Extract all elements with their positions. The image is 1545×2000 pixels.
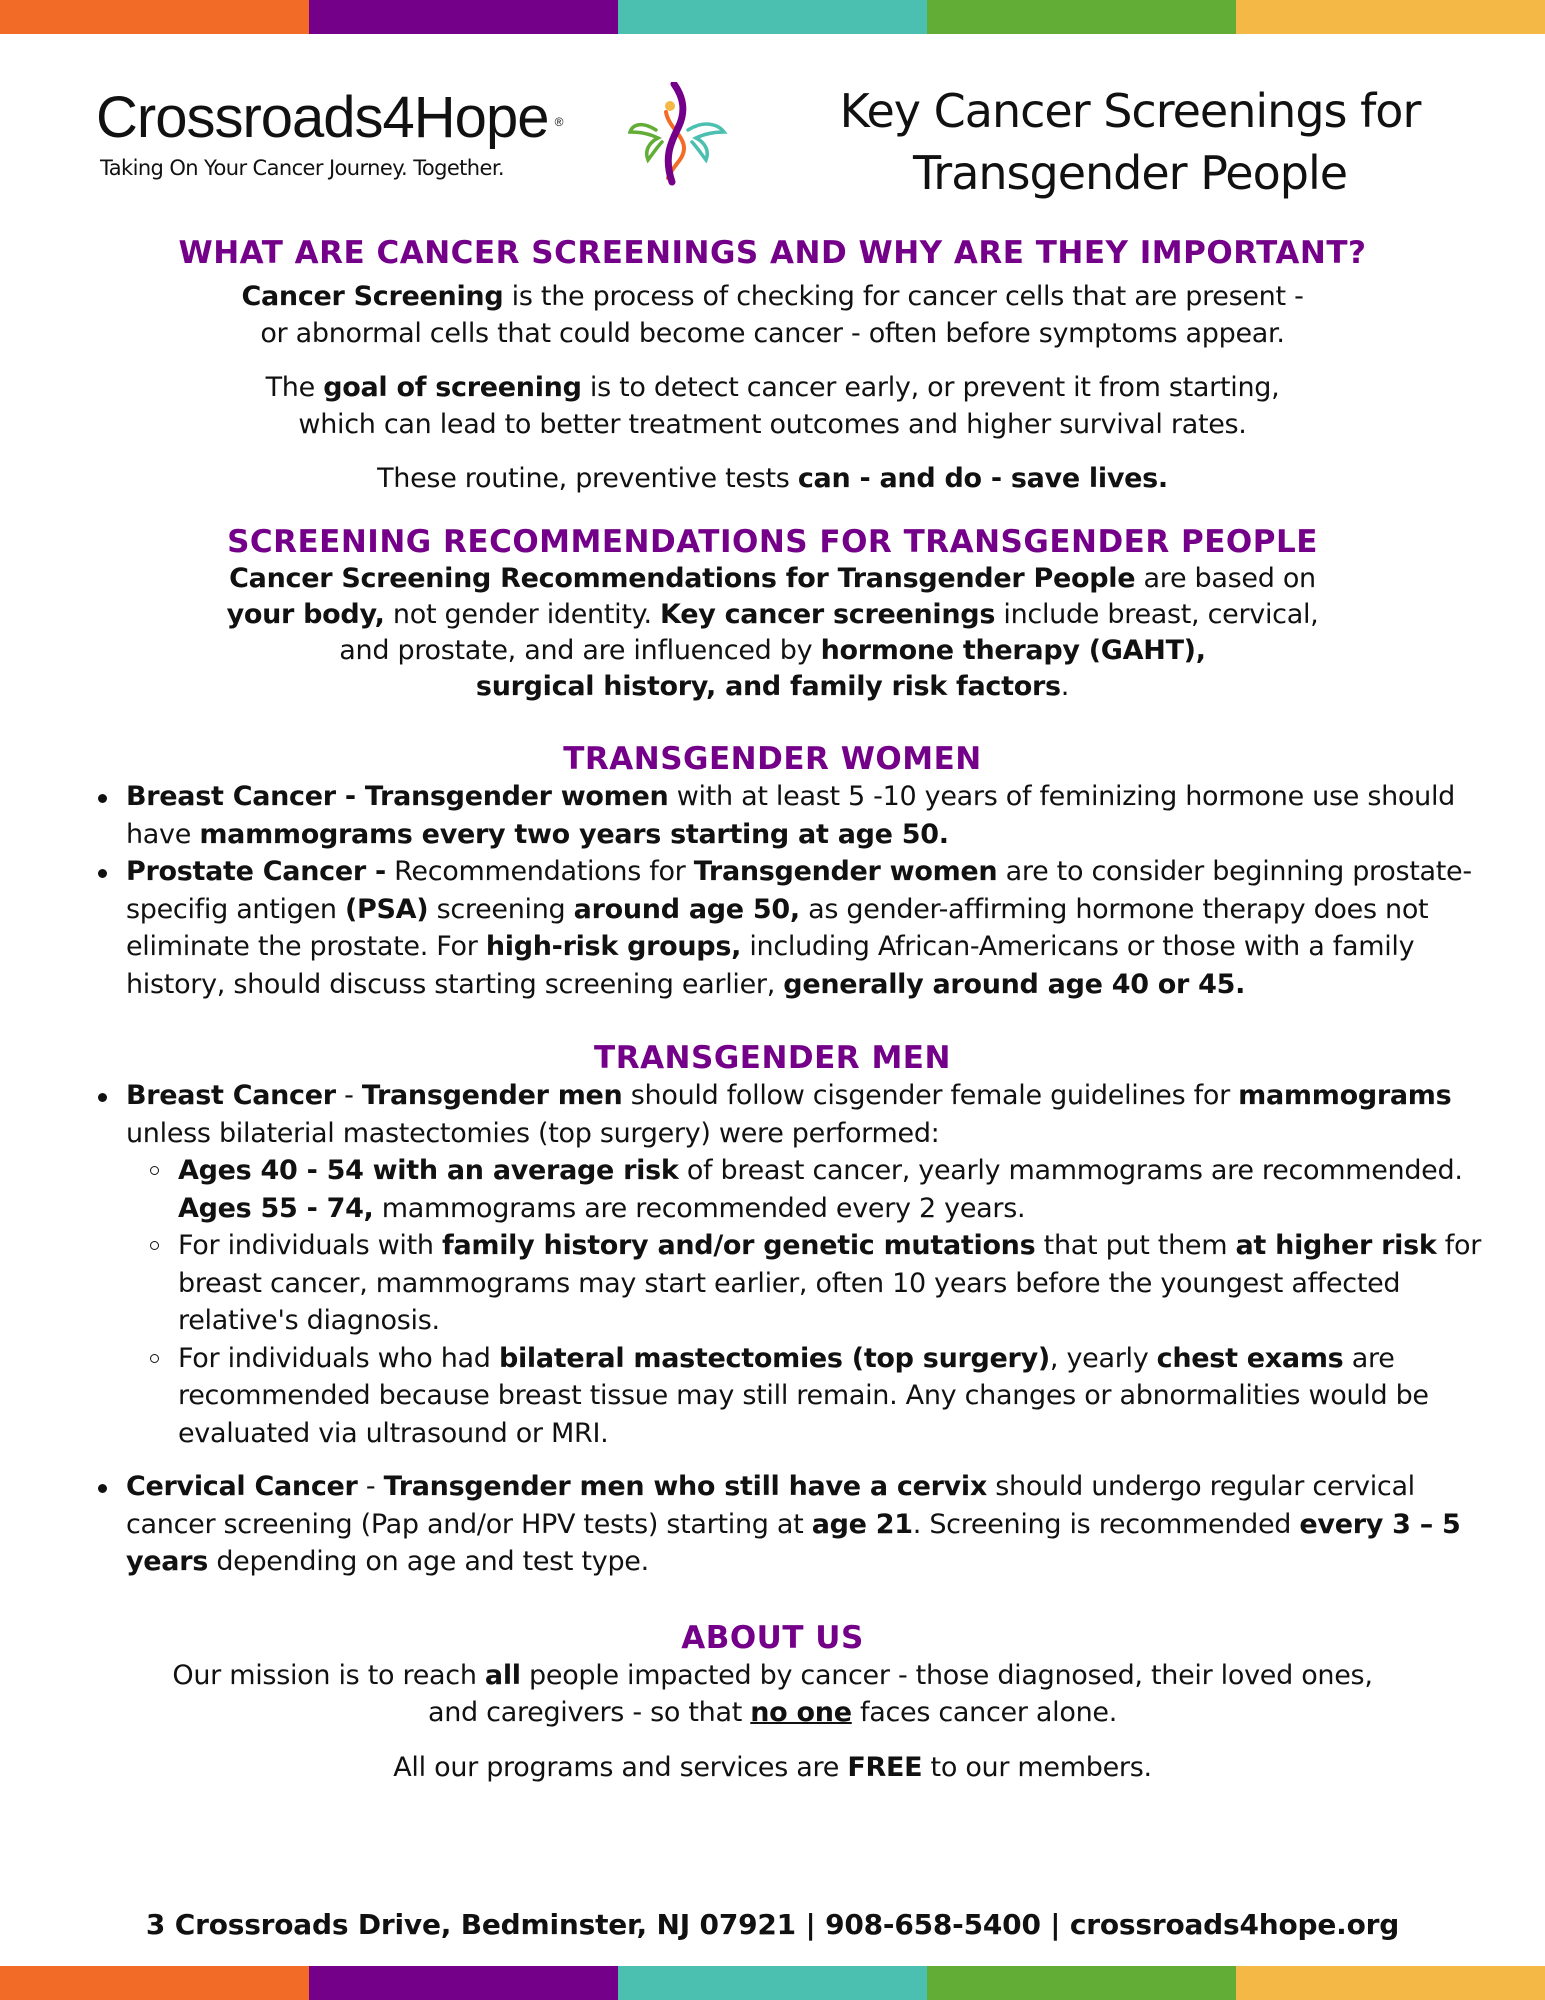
paragraph: Cancer Screening Recommendations for Transgender People are based on your body, not gender identity. Key cancer screenings include breast, cervical, and prostate, and are influenced by hormone therapy (GAHT), surgical history, and family risk factors. — [226, 563, 1319, 702]
registered-mark: ® — [554, 115, 563, 129]
paragraph: The goal of screening is to detect cancer early, or prevent it from starting, which can lead to better treatment outcomes and higher survival rates. — [265, 372, 1280, 440]
color-segment-teal — [618, 1966, 927, 2000]
color-segment-purple — [309, 0, 618, 34]
document-title: Key Cancer Screenings for Transgender People — [839, 84, 1421, 200]
logo-name: Crossroads4Hope — [96, 85, 549, 150]
free-services-paragraph: All our programs and services are FREE to our members. — [393, 1751, 1152, 1783]
section-transgender-women — [0, 740, 1545, 1003]
footer-contact: 3 Crossroads Drive, Bedminster, NJ 07921 | 908-658-5400 | crossroads4hope.org — [145, 1908, 1400, 1941]
color-segment-orange — [0, 0, 309, 34]
sub-item-top-surgery: For individuals who had bilateral mastectomies (top surgery), yearly chest exams are recommended because breast tissue may still remain. Any changes or abnormalities would be evaluated via ultrasound or MRI. — [178, 1340, 1485, 1453]
section-heading: TRANSGENDER WOMEN — [563, 741, 982, 777]
color-segment-orange — [0, 1966, 309, 2000]
list-item-breast-cancer: Breast Cancer - Transgender women with at least 5 -10 years of feminizing hormone use should have mammograms every two years starting at age 50. — [126, 778, 1485, 853]
color-segment-green — [927, 0, 1236, 34]
paragraph: These routine, preventive tests can - and do - save lives. — [377, 463, 1168, 494]
section-heading: SCREENING RECOMMENDATIONS FOR TRANSGENDER PEOPLE — [227, 524, 1318, 560]
color-segment-teal — [618, 0, 927, 34]
color-segment-green — [927, 1966, 1236, 2000]
section-screening-recommendations — [0, 523, 1545, 705]
breast-sub-list — [126, 1152, 1485, 1452]
men-list — [0, 1077, 1545, 1581]
sub-item-average-risk: Ages 40 - 54 with an average risk of breast cancer, yearly mammograms are recommended. Ages 55 - 74, mammograms are recommended every 2 years. — [178, 1152, 1485, 1227]
mission-paragraph: Our mission is to reach all people impacted by cancer - those diagnosed, their loved ones, and caregivers - so that no one faces cancer alone. — [172, 1659, 1373, 1728]
list-item-breast-cancer: Breast Cancer - Transgender men should follow cisgender female guidelines for mammograms unless bilaterial mastectomies (top surgery) were performed: Ages 40 - 54 with an average risk of breast cancer, yearly mammograms are recommended. Ages 55 - 74, mammograms are recommended every 2 years. For individuals with family history and/or genetic mutations that put them at higher risk for breast cancer, mammograms may start earlier, often 10 years before the youngest affected relative's diagnosis. For individuals who had bilateral mastectomies (top surgery), yearly chest exams are recommended because breast tissue may still remain. Any changes or abnormalities would be evaluated via ultrasound or MRI. — [126, 1077, 1485, 1452]
section-transgender-men — [0, 1039, 1545, 1581]
sub-item-higher-risk: For individuals with family history and/or genetic mutations that put them at higher risk for breast cancer, mammograms may start earlier, often 10 years before the youngest affected relative's diagnosis. — [178, 1227, 1485, 1340]
section-heading: TRANSGENDER MEN — [594, 1040, 951, 1076]
color-segment-yellow — [1236, 0, 1545, 34]
content — [0, 230, 1545, 1786]
bottom-color-bar — [0, 1966, 1545, 2000]
logo — [96, 85, 563, 180]
women-list — [0, 778, 1545, 1003]
section-heading: WHAT ARE CANCER SCREENINGS AND WHY ARE THEY IMPORTANT? — [178, 235, 1367, 271]
butterfly-figure-icon — [628, 82, 728, 186]
color-segment-yellow — [1236, 1966, 1545, 2000]
logo-tagline: Taking On Your Cancer Journey. Together. — [100, 156, 504, 180]
paragraph: Cancer Screening is the process of checking for cancer cells that are present - or abnormal cells that could become cancer - often before symptoms appear. — [241, 281, 1304, 349]
header — [0, 80, 1545, 210]
list-item-prostate-cancer: Prostate Cancer - Recommendations for Transgender women are to consider beginning prostate-specifig antigen (PSA) screening around age 50, as gender-affirming hormone therapy does not eliminate the prostate. For high-risk groups, including African-Americans or those with a family history, should discuss starting screening earlier, generally around age 40 or 45. — [126, 853, 1485, 1003]
color-segment-purple — [309, 1966, 618, 2000]
top-color-bar — [0, 0, 1545, 34]
list-item-cervical-cancer: Cervical Cancer - Transgender men who still have a cervix should undergo regular cervical cancer screening (Pap and/or HPV tests) starting at age 21. Screening is recommended every 3 – 5 years depending on age and test type. — [126, 1468, 1485, 1581]
section-about-us — [0, 1619, 1545, 1786]
section-what-are-screenings — [0, 234, 1545, 497]
section-heading: ABOUT US — [681, 1619, 864, 1656]
